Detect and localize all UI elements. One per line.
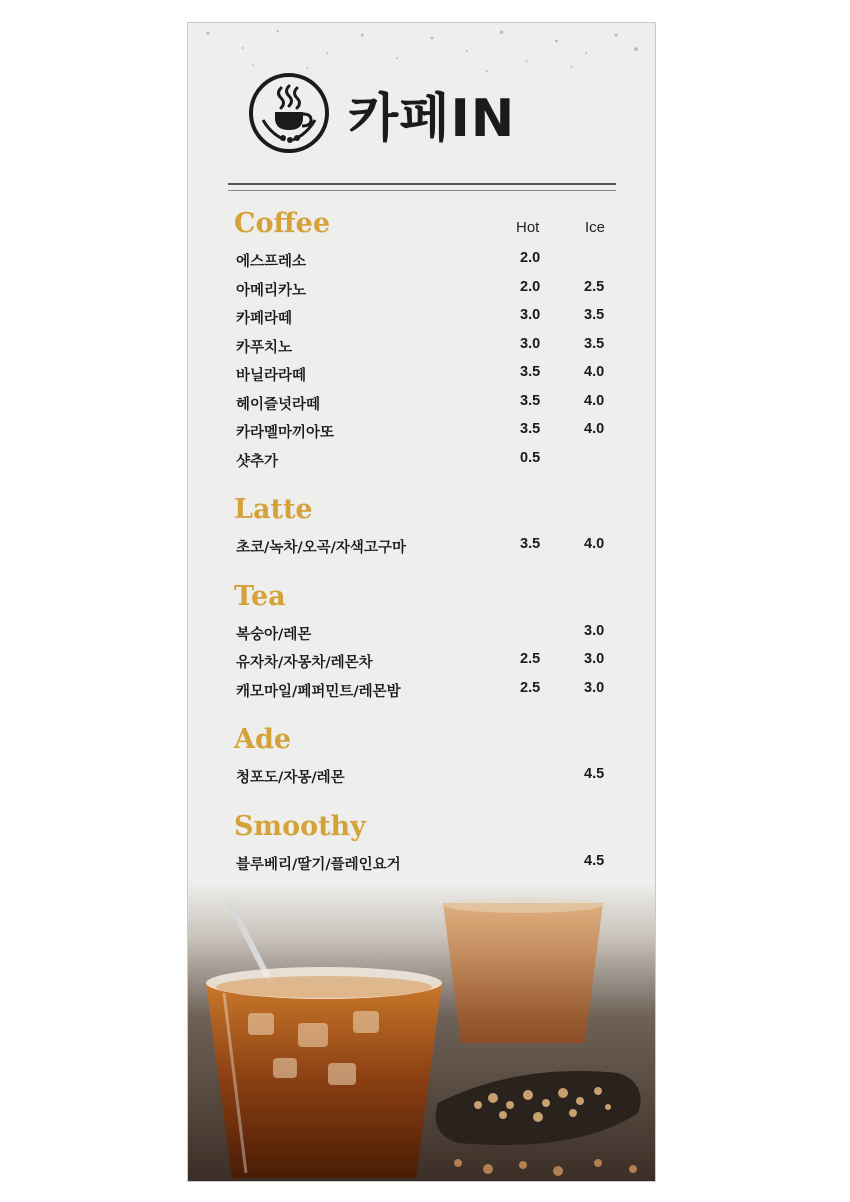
menu-item: [234, 532, 614, 561]
item-name: 아메리카노: [236, 282, 307, 299]
ice-price: 3.5: [584, 307, 605, 323]
menu-item: [234, 647, 614, 676]
hot-price: 3.5: [520, 421, 541, 437]
item-name: 헤이즐넛라떼: [236, 396, 321, 413]
menu-item: [234, 275, 614, 304]
ice-price: 4.0: [584, 364, 605, 380]
brand-header: [248, 68, 515, 158]
item-name: 유자차/자몽차/레몬차: [236, 655, 373, 671]
section-title: Coffee: [234, 208, 331, 239]
menu-item: [234, 303, 614, 332]
item-name: 바닐라라떼: [236, 368, 307, 384]
item-name: 청포도/자몽/레몬: [236, 770, 345, 786]
menu-item: [234, 389, 614, 418]
item-name: 샷추가: [236, 453, 279, 470]
ice-price: 2.5: [584, 278, 605, 295]
section-title: Tea: [234, 580, 286, 612]
ice-price: 3.0: [584, 622, 605, 639]
section-title: Latte: [234, 494, 313, 525]
coffee-cup-logo-icon: [248, 72, 330, 154]
iced-coffee-photo: [188, 883, 655, 1181]
menu-item: [234, 619, 614, 648]
ice-price: 4.0: [584, 536, 605, 552]
ice-price: 3.0: [584, 651, 605, 667]
item-name: 블루베리/딸기/플레인요거: [236, 856, 401, 873]
hot-price: 3.5: [520, 364, 541, 380]
brand-name: 카페IN: [348, 88, 516, 149]
menu-list: [234, 208, 614, 877]
menu-item: [234, 360, 614, 389]
ice-price: 4.0: [584, 392, 605, 409]
hot-price: 2.5: [520, 651, 541, 667]
section-header-ade: [234, 724, 614, 762]
menu-item: [234, 849, 614, 878]
menu-item: [234, 762, 614, 791]
hot-price: 3.5: [520, 536, 541, 552]
section-header-tea: [234, 581, 614, 619]
hot-price: 0.5: [520, 449, 541, 466]
item-name: 복숭아/레몬: [236, 626, 312, 643]
ice-price: 4.0: [584, 421, 605, 437]
menu-item: [234, 246, 614, 275]
item-name: 카푸치노: [236, 339, 293, 356]
item-name: 에스프레소: [236, 254, 307, 270]
ice-column-label: Ice: [585, 219, 606, 236]
item-name: 카페라떼: [236, 311, 293, 327]
menu-poster: [187, 22, 656, 1182]
section-title: Ade: [234, 724, 292, 755]
item-name: 카라멜마끼아또: [236, 425, 335, 441]
section-title: Smoothy: [234, 810, 366, 842]
hot-column-label: Hot: [516, 219, 540, 236]
menu-item: [234, 676, 614, 705]
hot-price: 2.0: [520, 250, 541, 266]
section-header-coffee: [234, 208, 614, 246]
menu-item: [234, 417, 614, 446]
hot-price: 3.0: [520, 335, 541, 352]
hot-price: 2.0: [520, 278, 541, 295]
menu-item: [234, 446, 614, 475]
menu-item: [234, 332, 614, 361]
ice-price: 4.5: [584, 852, 605, 869]
divider: [228, 183, 616, 185]
item-name: 초코/녹차/오곡/자색고구마: [236, 540, 406, 556]
hot-price: 3.0: [520, 307, 541, 323]
ice-price: 4.5: [584, 766, 605, 782]
divider: [228, 190, 616, 191]
hot-price: 3.5: [520, 392, 541, 409]
hot-price: 2.5: [520, 679, 541, 696]
item-name: 캐모마일/페퍼민트/레몬밤: [236, 683, 401, 700]
section-header-smoothy: [234, 811, 614, 849]
ice-price: 3.0: [584, 679, 605, 696]
ice-price: 3.5: [584, 335, 605, 352]
section-header-latte: [234, 494, 614, 532]
